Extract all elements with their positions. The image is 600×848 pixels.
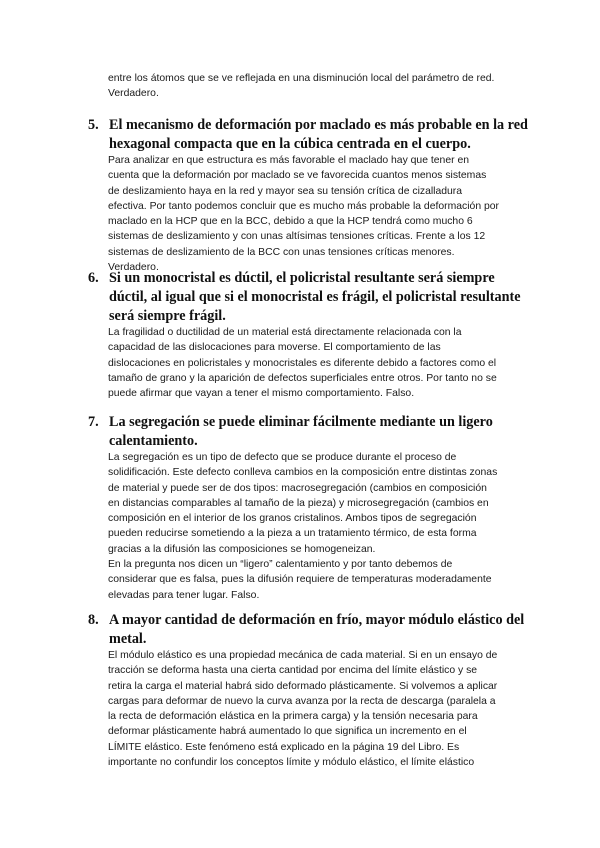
question-5-number: 5. <box>88 117 99 133</box>
question-5-heading <box>88 116 528 154</box>
question-8-answer: El módulo elástico es una propiedad mecánica de cada material. Si en un ensayo de tracción se deforma hasta una cierta cantidad por encima del límite elástico y se retira la carga el material habrá sido deformado plásticamente. Si volvemos a aplicar cargas para deformar de nuevo la curva avanza por la recta de descarga (paralela a la recta de deformación elástica en la primera carga) y la tensión necesaria para deformar plásticamente habrá aumentado lo que significa un incremento en el LÍMITE elástico. Este fenómeno está explicado en la página 19 del Libro. Es importante no confundir los conceptos límite y módulo elástico, el límite elástico <box>108 650 498 769</box>
question-7-number: 7. <box>88 414 99 430</box>
question-6-answer: La fragilidad o ductilidad de un material está directamente relacionada con la capacidad de las dislocaciones para moverse. El comportamiento de las dislocaciones en policristales y monocristales es diferente debido a factores como el tamaño de grano y la aparición de defectos superficiales entre otros. Por tanto no se puede afirmar que vayan a tener el mismo comportamiento. Falso. <box>108 327 497 400</box>
question-7-title: La segregación se puede eliminar fácilmente mediante un ligero calentamiento. <box>109 414 493 449</box>
question-5-answer: Para analizar en que estructura es más favorable el maclado hay que tener en cuenta que la deformación por maclado se ve favorecida cuantos menos sistemas de deslizamiento haya en la red y mayor sea su tensión crítica de cizalladura efectiva. Por tanto podemos concluir que es mucho más probable la deformación por maclado en la HCP que en la BCC, debido a que la HCP tendrá como mucho 6 sistemas de deslizamiento y con unas altísimas tensiones críticas. Frente a los 12 sistemas de deslizamiento de la BCC con unas tensiones críticas menores. Verdadero. <box>108 155 500 274</box>
question-8-number: 8. <box>88 612 99 628</box>
question-6-title: Si un monocristal es dúctil, el policristal resultante será siempre dúctil, al igual que si el monocristal es frágil, el policristal resultante será siempre frágil. <box>109 270 521 324</box>
question-6-heading <box>88 269 528 326</box>
intro-paragraph: entre los átomos que se ve reflejada en una disminución local del parámetro de red. Verdadero. <box>108 73 495 100</box>
question-8-title: A mayor cantidad de deformación en frío, mayor módulo elástico del metal. <box>109 612 525 647</box>
question-8-heading <box>88 611 528 649</box>
question-5-title: El mecanismo de deformación por maclado es más probable en la red hexagonal compacta que en la cúbica centrada en el cuerpo. <box>109 117 528 152</box>
question-7-answer: La segregación es un tipo de defecto que se produce durante el proceso de solidificación. Este defecto conlleva cambios en la composición entre distintas zonas de material y puede ser de dos tipos: macrosegregación (cambios en composición en distancias comparables al tamaño de la pieza) y microsegregación (cambios en composición en el interior de los granos cristalinos. Ambos tipos de segregación pueden reducirse sometiendo a la pieza a un tratamiento térmico, de esta forma gracias a la difusión las composiciones se homogeneizan. En la pregunta nos dicen un “ligero” calentamiento y por tanto debemos de considerar que es falsa, pues la difusión requiere de temperaturas moderadamente elevadas para tener lugar. Falso. <box>108 452 498 601</box>
question-7-heading <box>88 413 528 451</box>
question-6-number: 6. <box>88 270 99 286</box>
